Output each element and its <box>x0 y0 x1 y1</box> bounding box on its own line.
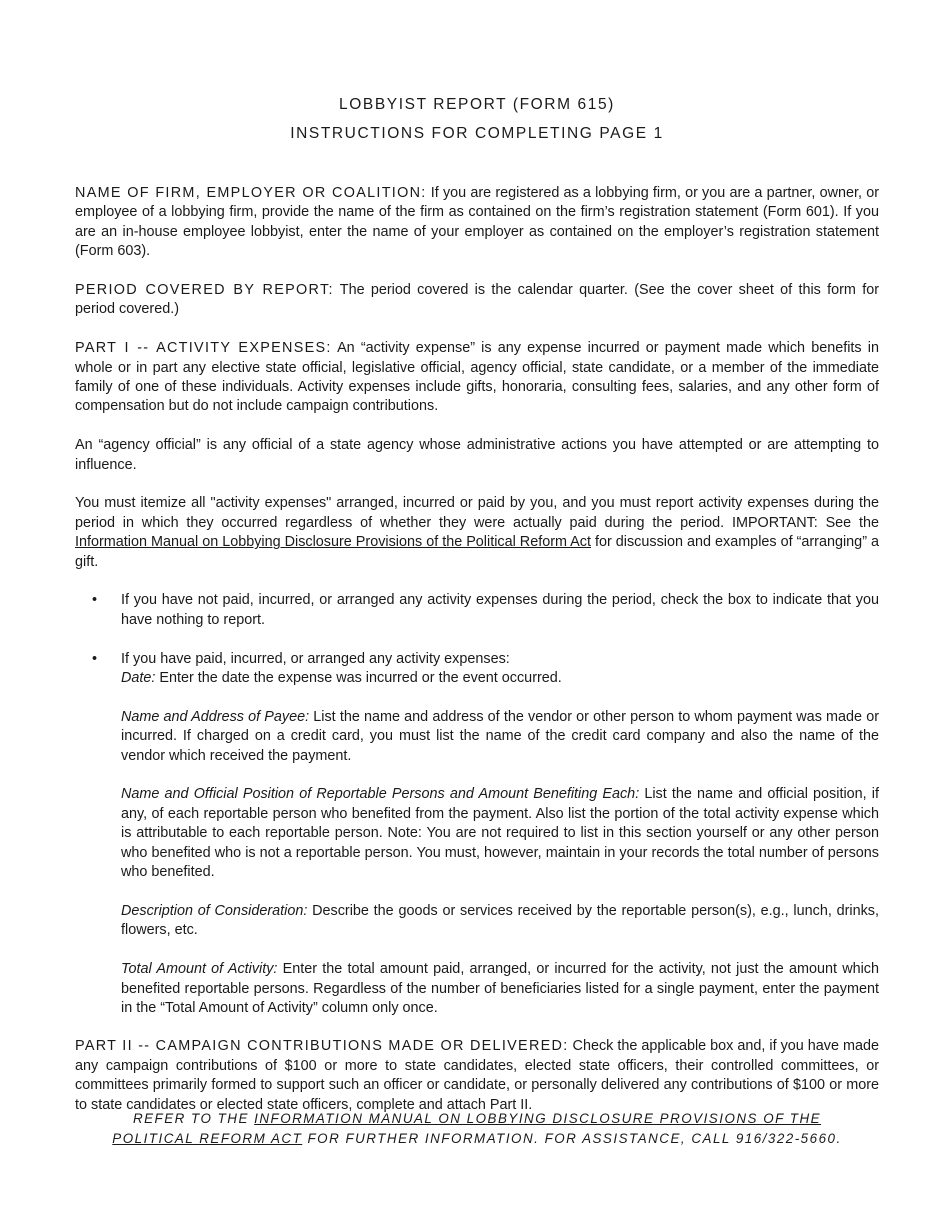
bullet-text: If you have paid, incurred, or arranged any activity expenses: <box>121 650 510 667</box>
instructions-body <box>75 184 879 1134</box>
field-date <box>121 669 879 688</box>
expense-fields-list <box>75 669 879 1018</box>
section-itemize <box>75 494 879 572</box>
bullet-text: If you have not paid, incurred, or arranged any activity expenses during the period, check the box to indicate that you have nothing to report. <box>121 592 879 628</box>
section-text: Check the applicable box and, if you have made any campaign contributions of $100 or more to state candidates, elected state officers, their controlled committees, or committees primarily formed to support such an officer or candidate, or personally delivered any contributions of $100 or more to state candidates or elected state officers, complete and attach Part II. <box>75 1038 879 1113</box>
footer-line-2 <box>75 1129 879 1149</box>
section-text: The period covered is the calendar quarter. (See the cover sheet of this form for period covered.) <box>75 282 880 318</box>
field-consideration <box>121 902 879 941</box>
footer-line-1 <box>75 1109 879 1129</box>
section-text: You must itemize all "activity expenses" arranged, incurred or paid by you, and you must report activity expenses during the period in which they occurred regardless of whether they were actually paid during the period. IMPORTANT: See the <box>75 495 879 531</box>
field-text: Enter the date the expense was incurred or the event occurred. <box>155 670 562 687</box>
field-reportable-persons <box>121 785 879 882</box>
section-heading: NAME OF FIRM, EMPLOYER OR COALITION: <box>75 185 427 201</box>
field-total-amount <box>121 960 879 1018</box>
page-subtitle: INSTRUCTIONS FOR COMPLETING PAGE 1 <box>290 125 664 142</box>
section-text: If you are registered as a lobbying firm, or you are a partner, owner, or employee of a lobbying firm, provide the name of the firm as contained on the firm’s registration statement (Form 601). If you are an in-house employee lobbyist, enter the name of your employer as contained on the employer’s registration statement (Form 603). <box>75 185 879 260</box>
footer-text: FOR FURTHER INFORMATION. FOR ASSISTANCE, CALL 916/322-5660. <box>302 1130 842 1146</box>
footer-note <box>75 1109 879 1148</box>
field-label: Date: <box>121 670 156 687</box>
section-part-1 <box>75 339 879 417</box>
section-heading: PART I -- ACTIVITY EXPENSES: <box>75 340 332 357</box>
field-text: Describe the goods or services received by the reportable person(s), e.g., lunch, drinks, flowers, etc. <box>121 902 879 939</box>
section-text: An “agency official” is any official of a state agency whose administrative actions you have attempted or are attempting to influence. <box>75 437 879 473</box>
bullet-nothing-to-report <box>75 591 879 630</box>
field-payee <box>121 708 879 766</box>
section-text: for discussion and examples of “arranging” a gift. <box>75 534 879 570</box>
page-title: LOBBYIST REPORT (FORM 615) <box>339 96 615 113</box>
section-period-covered <box>75 281 879 320</box>
bullet-icon: • <box>92 650 98 667</box>
field-label: Name and Address of Payee: <box>121 708 310 725</box>
field-text: List the name and address of the vendor or other person to whom payment was made or incurred. If charged on a credit card, you must list the name of the credit card company and also the name of the vendor which received the payment. <box>121 708 879 764</box>
section-heading: PERIOD COVERED BY REPORT: <box>75 282 334 299</box>
section-agency-official <box>75 436 879 475</box>
field-label: Name and Official Position of Reportable Persons and Amount Benefiting Each: <box>121 786 640 803</box>
footer-act-link: POLITICAL REFORM ACT <box>112 1130 303 1146</box>
section-name-of-firm <box>75 184 879 262</box>
field-text: List the name and official position, if any, of each reportable person who benefited from the payment. Also list the portion of the total activity expense which is attributable to each reportable person. Note: You are not required to list in this section yourself or any other person who benefited who is not a reportable person. You must, however, maintain in your records the total number of persons who benefited. <box>121 786 879 881</box>
manual-reference-link: Information Manual on Lobbying Disclosure Provisions of the Political Reform Act <box>75 534 591 551</box>
section-part-2 <box>75 1037 879 1115</box>
field-text: Enter the total amount paid, arranged, or incurred for the activity, not just the amount which benefited reportable persons. Regardless of the number of beneficiaries listed for a single payment, enter the payment in the “Total Amount of Activity” column only once. <box>121 961 879 1016</box>
section-text: An “activity expense” is any expense incurred or payment made which benefits in whole or in part any elective state official, legislative official, agency official, state candidate, or a member of the immediate family of one of these individuals. Activity expenses include gifts, honoraria, consulting fees, salaries, and any other form of compensation but do not include campaign contributions. <box>75 340 879 415</box>
field-label: Total Amount of Activity: <box>121 961 278 978</box>
title-block <box>75 90 879 148</box>
section-heading: PART II -- CAMPAIGN CONTRIBUTIONS MADE OR DELIVERED: <box>75 1038 569 1055</box>
footer-manual-link: INFORMATION MANUAL ON LOBBYING DISCLOSURE PROVISIONS OF THE <box>254 1111 822 1126</box>
bullet-icon: • <box>92 592 98 609</box>
field-label: Description of Consideration: <box>121 902 308 919</box>
bullet-expenses <box>75 650 879 669</box>
footer-text: REFER TO THE <box>132 1111 255 1126</box>
